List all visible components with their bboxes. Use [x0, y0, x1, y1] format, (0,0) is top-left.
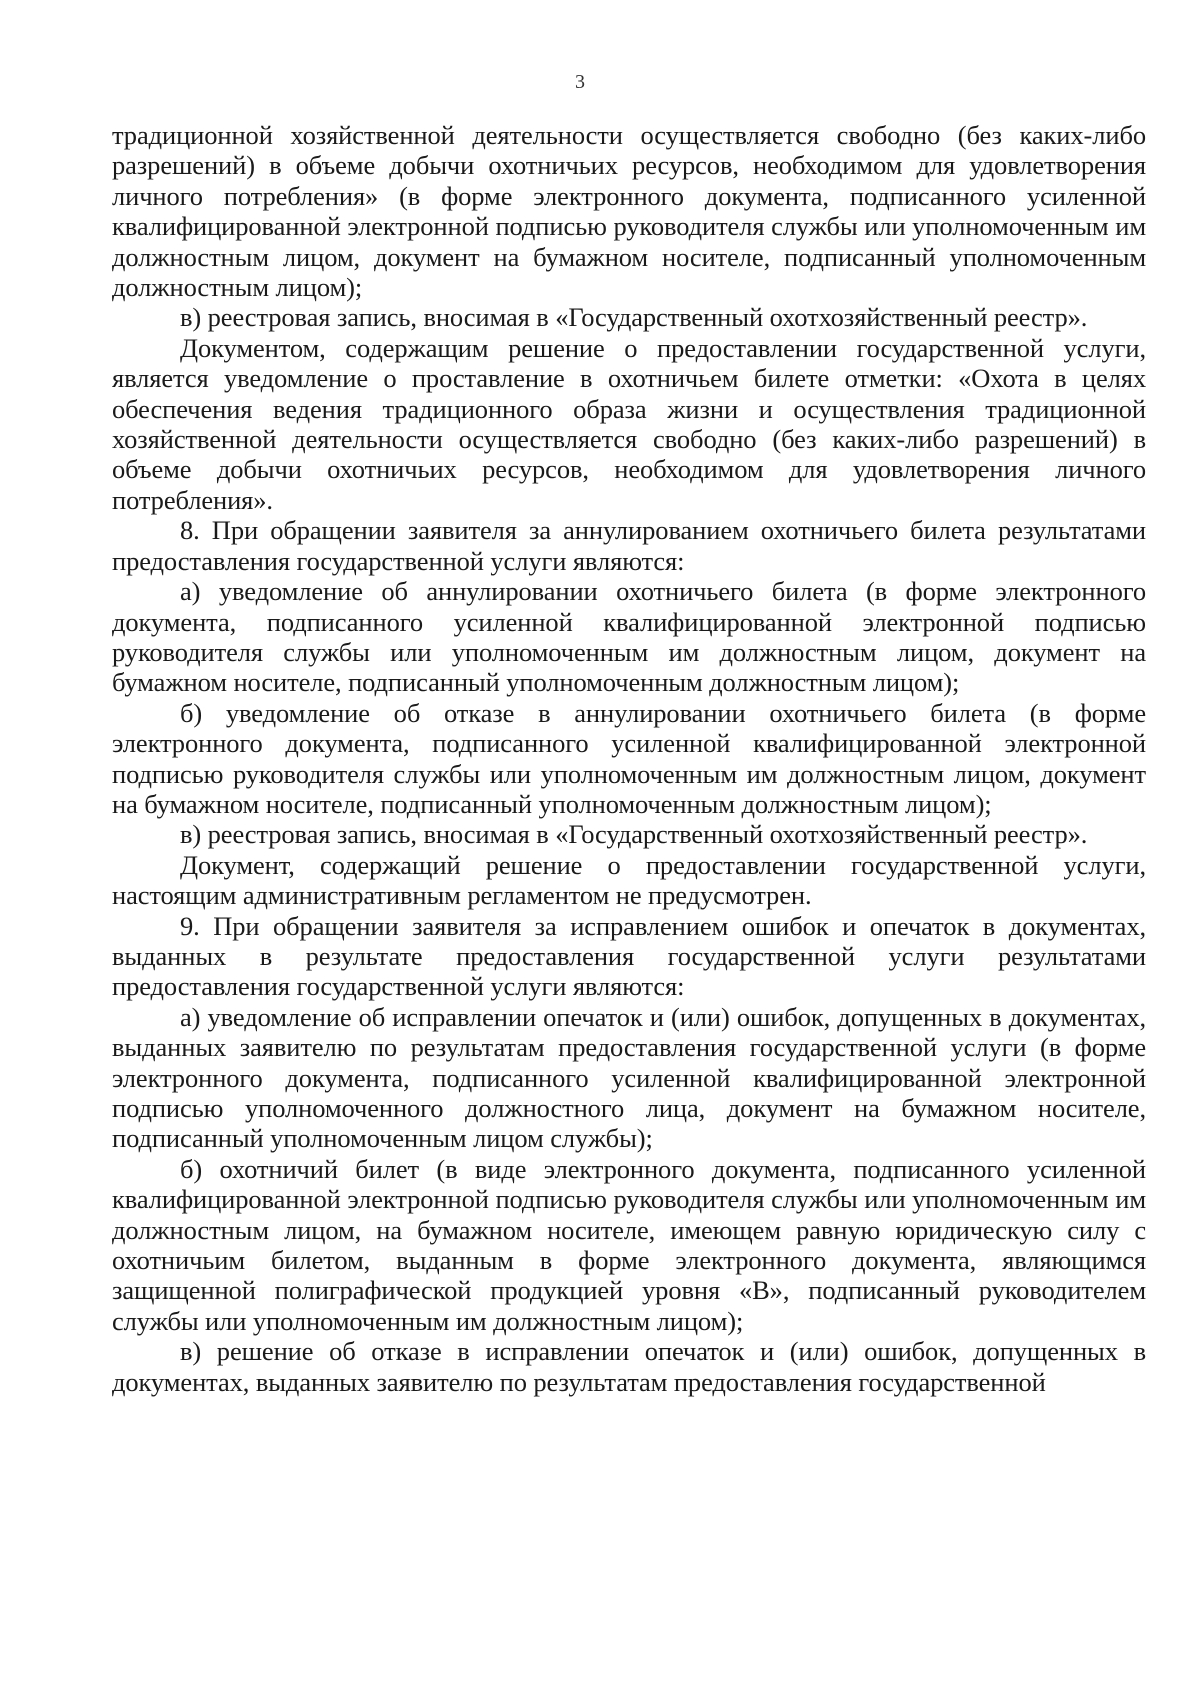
paragraph-continuation: традиционной хозяйственной деятельности осуществляется свободно (без каких-либо разрешений) в объеме добычи охотничьих ресурсов, необходимом для удовлетворения личного потребления» (в форме электронного документа, подписанного усиленной квалифицированной электронной подписью руководителя службы или уполномоченным им должностным лицом, документ на бумажном носителе, подписанный уполномоченным должностным лицом);: [112, 120, 1146, 303]
paragraph-section-9: 9. При обращении заявителя за исправлением ошибок и опечаток в документах, выданных в результате предоставления государственной услуги результатами предоставления государственной услуги являются:: [112, 910, 1146, 1002]
document-body: [112, 120, 1146, 1397]
paragraph-decision-document: Документом, содержащим решение о предоставлении государственной услуги, является уведомление о проставление в охотничьем билете отметки: «Охота в целях обеспечения ведения традиционного образа жизни и осуществления традиционной хозяйственной деятельности осуществляется свободно (без каких-либо разрешений) в объеме добычи охотничьих ресурсов, необходимом для удовлетворения личного потребления».: [112, 332, 1146, 515]
page-number: 3: [575, 71, 585, 93]
paragraph-section-9-c: в) решение об отказе в исправлении опечаток и (или) ошибок, допущенных в документах, выданных заявителю по результатам предоставления государственной: [112, 1336, 1146, 1397]
paragraph-section-8: 8. При обращении заявителя за аннулированием охотничьего билета результатами предоставления государственной услуги являются:: [112, 515, 1146, 576]
paragraph-section-9-a: а) уведомление об исправлении опечаток и (или) ошибок, допущенных в документах, выданных заявителю по результатам предоставления государственной услуги (в форме электронного документа, подписанного усиленной квалифицированной электронной подписью уполномоченного должностного лица, документ на бумажном носителе, подписанный уполномоченным лицом службы);: [112, 1001, 1146, 1154]
paragraph-section-8-a: а) уведомление об аннулировании охотничьего билета (в форме электронного документа, подписанного усиленной квалифицированной электронной подписью руководителя службы или уполномоченным им должностным лицом, документ на бумажном носителе, подписанный уполномоченным должностным лицом);: [112, 576, 1146, 698]
paragraph-section-9-b: б) охотничий билет (в виде электронного документа, подписанного усиленной квалифицированной электронной подписью руководителя службы или уполномоченным им должностным лицом, на бумажном носителе, имеющем равную юридическую силу с охотничьим билетом, выданным в форме электронного документа, являющимся защищенной полиграфической продукцией уровня «В», подписанный руководителем службы или уполномоченным им должностным лицом);: [112, 1153, 1146, 1336]
paragraph-section-8-b: б) уведомление об отказе в аннулировании охотничьего билета (в форме электронного документа, подписанного усиленной квалифицированной электронной подписью руководителя службы или уполномоченным им должностным лицом, документ на бумажном носителе, подписанный уполномоченным должностным лицом);: [112, 697, 1146, 819]
paragraph-decision-not-provided: Документ, содержащий решение о предоставлении государственной услуги, настоящим административным регламентом не предусмотрен.: [112, 849, 1146, 911]
paragraph-section-8-c: в) реестровая запись, вносимая в «Государственный охотхозяйственный реестр».: [180, 819, 1088, 850]
paragraph-registry-entry-1: в) реестровая запись, вносимая в «Государственный охотхозяйственный реестр».: [180, 302, 1088, 333]
